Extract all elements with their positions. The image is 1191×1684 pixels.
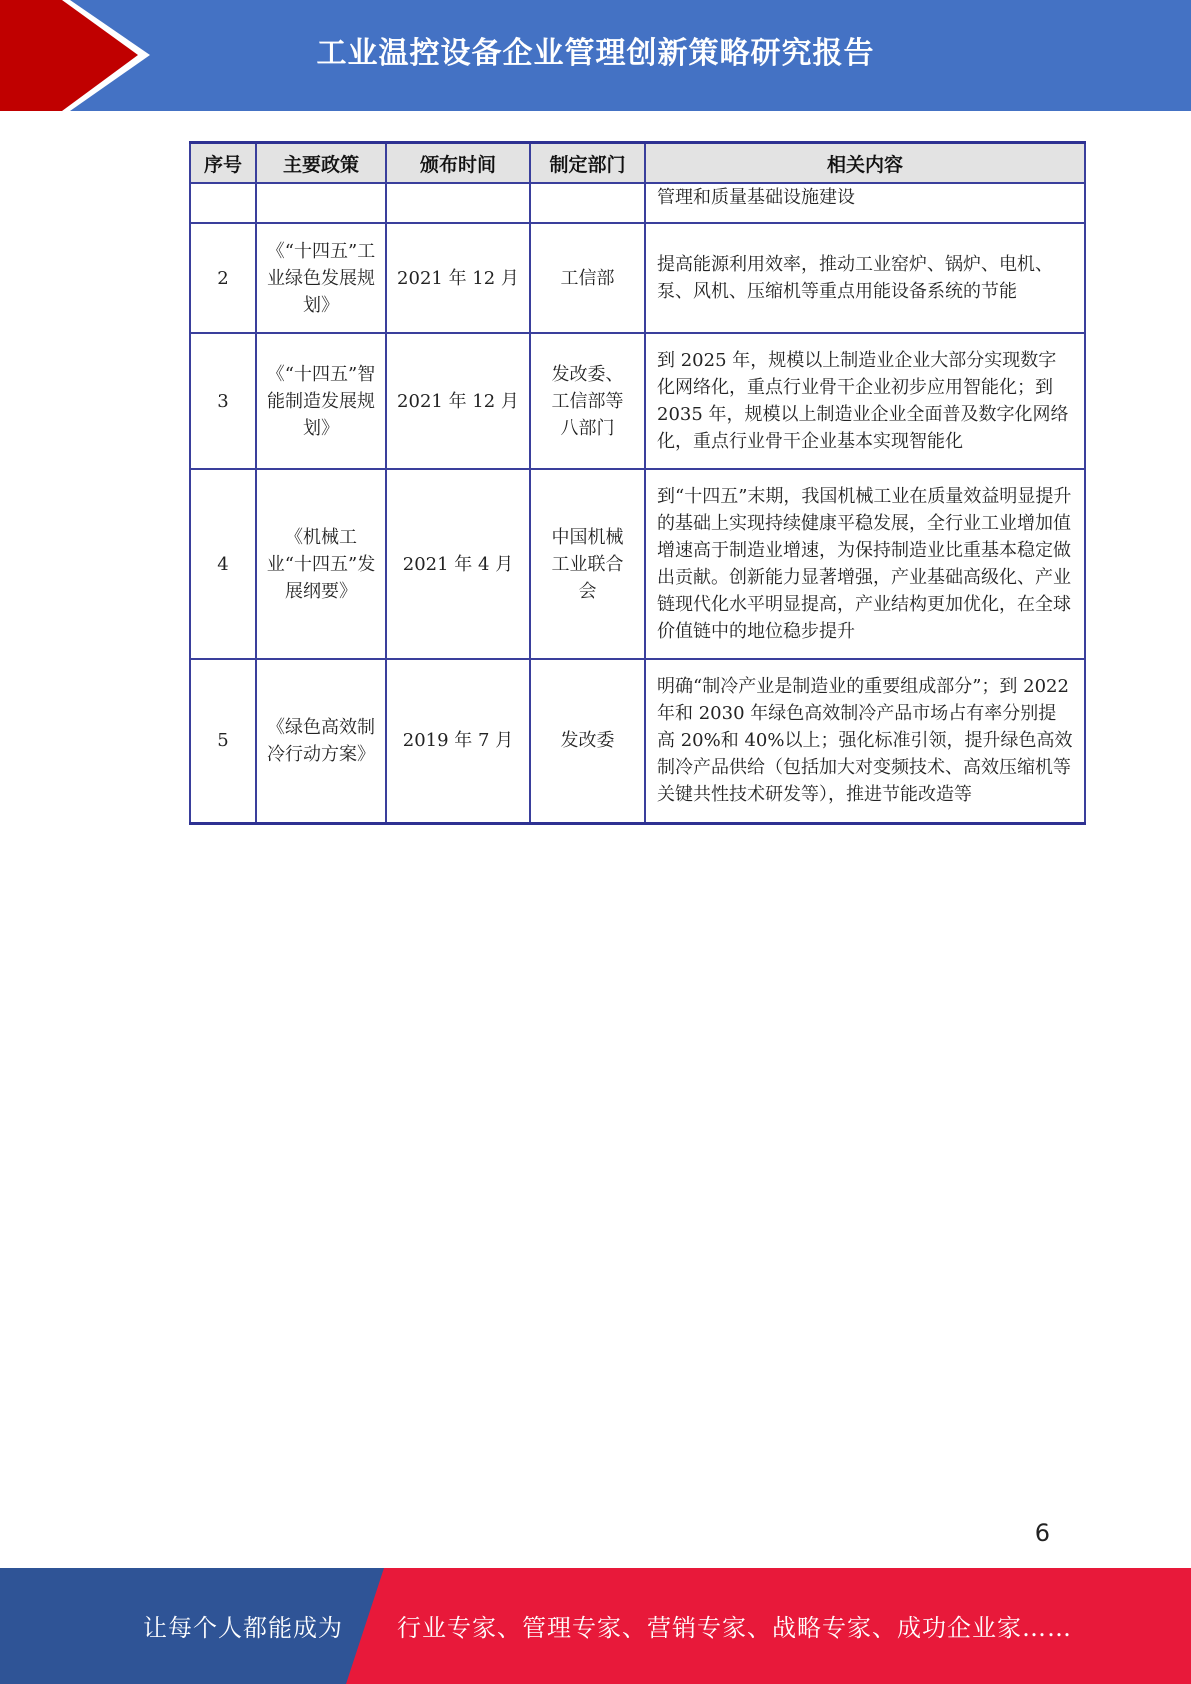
cell-dept: [530, 183, 645, 223]
cell-no: 4: [190, 469, 256, 659]
table-row: [190, 469, 1085, 659]
cell-policy: 《绿色高效制冷行动方案》: [256, 659, 386, 823]
page-header: [0, 0, 1191, 111]
cell-policy: 《机械工业“十四五”发展纲要》: [256, 469, 386, 659]
cell-content: 到 2025 年，规模以上制造业企业大部分实现数字化网络化，重点行业骨干企业初步应用智能化；到 2035 年，规模以上制造业企业全面普及数字化网络化，重点行业骨干企业基本实现智能化: [645, 333, 1085, 469]
column-header-dept: 制定部门: [530, 143, 645, 184]
table-row: [190, 659, 1085, 823]
page-footer: [0, 1568, 1191, 1684]
column-header-policy: 主要政策: [256, 143, 386, 184]
cell-no: 3: [190, 333, 256, 469]
column-header-content: 相关内容: [645, 143, 1085, 184]
cell-dept: 中国机械工业联合会: [530, 469, 645, 659]
header-title: 工业温控设备企业管理创新策略研究报告: [316, 36, 875, 71]
footer-roles: 行业专家、管理专家、营销专家、战略专家、成功企业家……: [397, 1614, 1072, 1642]
cell-dept: 发改委: [530, 659, 645, 823]
column-header-no: 序号: [190, 143, 256, 184]
cell-policy: 《“十四五”工业绿色发展规划》: [256, 223, 386, 333]
cell-policy: [256, 183, 386, 223]
table-header-row: [190, 143, 1085, 184]
cell-date: 2021 年 12 月: [386, 223, 530, 333]
cell-content: 管理和质量基础设施建设: [645, 183, 1085, 223]
cell-date: 2019 年 7 月: [386, 659, 530, 823]
footer-slogan: 让每个人都能成为: [143, 1614, 343, 1642]
cell-date: 2021 年 4 月: [386, 469, 530, 659]
cell-content: 到“十四五”末期，我国机械工业在质量效益明显提升的基础上实现持续健康平稳发展，全行业工业增加值增速高于制造业增速，为保持制造业比重基本稳定做出贡献。创新能力显著增强，产业基础高级化、产业链现代化水平明显提高，产业结构更加优化，在全球价值链中的地位稳步提升: [645, 469, 1085, 659]
policy-table: [189, 141, 1086, 825]
cell-content: 明确“制冷产业是制造业的重要组成部分”；到 2022 年和 2030 年绿色高效制冷产品市场占有率分别提高 20%和 40%以上；强化标准引领，提升绿色高效制冷产品供给（包括加大对变频技术、高效压缩机等关键共性技术研发等），推进节能改造等: [645, 659, 1085, 823]
cell-content: 提高能源利用效率，推动工业窑炉、锅炉、电机、泵、风机、压缩机等重点用能设备系统的节能: [645, 223, 1085, 333]
cell-no: 2: [190, 223, 256, 333]
table-row: [190, 223, 1085, 333]
cell-no: [190, 183, 256, 223]
cell-dept: 发改委、工信部等八部门: [530, 333, 645, 469]
column-header-date: 颁布时间: [386, 143, 530, 184]
table-row-continued: [190, 183, 1085, 223]
cell-no: 5: [190, 659, 256, 823]
table-row: [190, 333, 1085, 469]
cell-date: [386, 183, 530, 223]
cell-policy: 《“十四五”智能制造发展规划》: [256, 333, 386, 469]
page-number: 6: [1034, 1519, 1050, 1547]
cell-date: 2021 年 12 月: [386, 333, 530, 469]
cell-dept: 工信部: [530, 223, 645, 333]
